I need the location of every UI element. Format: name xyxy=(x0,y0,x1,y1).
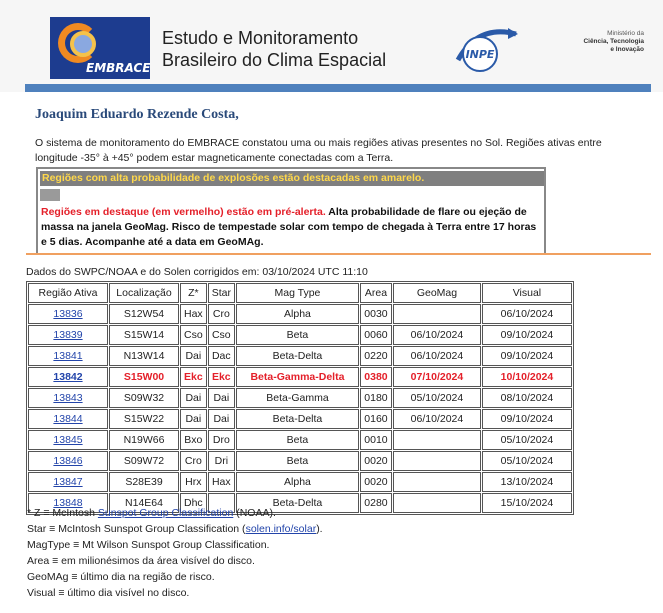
table-cell: S15W00 xyxy=(109,367,179,387)
alert-yellow-text: Regiões com alta probabilidade de explosões estão destacadas em amarelo. xyxy=(40,171,544,186)
table-cell: Hrx xyxy=(180,472,207,492)
table-cell: 09/10/2024 xyxy=(482,409,572,429)
table-cell: N19W66 xyxy=(109,430,179,450)
table-cell: Hax xyxy=(180,304,207,324)
table-cell: N13W14 xyxy=(109,346,179,366)
table-cell: S12W54 xyxy=(109,304,179,324)
ministry-line1: Ministério da xyxy=(607,30,644,37)
table-cell: S09W72 xyxy=(109,451,179,471)
table-cell: 0060 xyxy=(360,325,392,345)
table-cell: Dhc xyxy=(180,493,207,513)
table-cell: S28E39 xyxy=(109,472,179,492)
table-cell: 0280 xyxy=(360,493,392,513)
table-cell: Dac xyxy=(208,346,235,366)
table-row xyxy=(28,451,572,471)
table-cell xyxy=(393,430,481,450)
table-cell: Cro xyxy=(180,451,207,471)
inpe-logo-text: INPE xyxy=(465,48,495,61)
embrace-logo-text: EMBRACE xyxy=(86,61,150,75)
table-cell: Ekc xyxy=(208,367,235,387)
table-cell: S15W22 xyxy=(109,409,179,429)
col-header: GeoMag xyxy=(393,283,481,303)
table-cell: S09W32 xyxy=(109,388,179,408)
table-cell: 05/10/2024 xyxy=(482,451,572,471)
col-header: Star xyxy=(208,283,235,303)
region-cell xyxy=(28,409,108,429)
table-cell: 0220 xyxy=(360,346,392,366)
table-cell: 0030 xyxy=(360,304,392,324)
col-header: Visual xyxy=(482,283,572,303)
table-cell: Cro xyxy=(208,304,235,324)
table-row xyxy=(28,346,572,366)
table-row xyxy=(28,430,572,450)
table-cell: 09/10/2024 xyxy=(482,325,572,345)
table-cell: 06/10/2024 xyxy=(393,409,481,429)
table-cell: Beta-Gamma-Delta xyxy=(236,367,359,387)
page-header xyxy=(0,0,663,92)
table-cell: Beta-Delta xyxy=(236,346,359,366)
table-cell: Ekc xyxy=(180,367,207,387)
table-cell xyxy=(393,472,481,492)
table-cell: Dai xyxy=(208,388,235,408)
table-cell: 05/10/2024 xyxy=(482,430,572,450)
alert-gray-swatch xyxy=(40,189,60,201)
table-cell: Dai xyxy=(208,409,235,429)
table-cell: 0010 xyxy=(360,430,392,450)
table-cell: Dai xyxy=(180,409,207,429)
note-visual: Visual ≡ último dia visível no disco. xyxy=(27,587,190,599)
table-cell xyxy=(393,451,481,471)
table-cell: 09/10/2024 xyxy=(482,346,572,366)
region-link[interactable]: 13846 xyxy=(53,455,83,467)
ministry-line2: Ciência, Tecnologia xyxy=(583,38,644,45)
col-header: Mag Type xyxy=(236,283,359,303)
site-title xyxy=(162,27,386,71)
table-cell: Beta xyxy=(236,430,359,450)
table-cell: 10/10/2024 xyxy=(482,367,572,387)
ministry-line3: e Inovação xyxy=(610,46,644,53)
table-cell: Alpha xyxy=(236,304,359,324)
table-row xyxy=(28,304,572,324)
sunspot-classification-link[interactable]: Sunspot Group Classification xyxy=(97,507,234,519)
data-source-text: Dados do SWPC/NOAA e do Solen corrigidos em: 03/10/2024 UTC 11:10 xyxy=(26,266,368,278)
logo-sun-icon xyxy=(70,31,96,57)
table-cell xyxy=(393,493,481,513)
table-cell: 07/10/2024 xyxy=(393,367,481,387)
table-cell: Beta-Delta xyxy=(236,493,359,513)
ministry-label xyxy=(583,30,644,54)
table-cell: 06/10/2024 xyxy=(393,346,481,366)
table-row xyxy=(28,472,572,492)
table-cell: Cso xyxy=(180,325,207,345)
alert-detail-text: Alta probabilidade de flare ou ejeção de massa na janela GeoMag. Risco de tempestade solar com tempo de chegada à Terra entre 17 horas e 5 dias. Acompanhe até a data em GeoMAg. xyxy=(41,206,537,248)
table-cell: N14E64 xyxy=(109,493,179,513)
table-row xyxy=(28,409,572,429)
table-cell: Alpha xyxy=(236,472,359,492)
table-cell: 0180 xyxy=(360,388,392,408)
col-header: Localização xyxy=(109,283,179,303)
col-header: Região Ativa xyxy=(28,283,108,303)
section-divider xyxy=(26,253,651,255)
table-cell: Bxo xyxy=(180,430,207,450)
region-cell xyxy=(28,304,108,324)
table-cell: 15/10/2024 xyxy=(482,493,572,513)
table-cell: 0020 xyxy=(360,451,392,471)
region-link[interactable]: 13842 xyxy=(53,371,83,383)
region-cell xyxy=(28,472,108,492)
alert-red-text: Regiões em destaque (em vermelho) estão em pré-alerta. xyxy=(41,206,326,218)
region-link[interactable]: 13836 xyxy=(53,308,83,320)
table-cell: Beta-Gamma xyxy=(236,388,359,408)
region-cell xyxy=(28,325,108,345)
region-cell xyxy=(28,346,108,366)
table-cell: 05/10/2024 xyxy=(393,388,481,408)
region-link[interactable]: 13847 xyxy=(53,476,83,488)
alert-prealert-text xyxy=(40,205,542,250)
table-cell: Dro xyxy=(208,430,235,450)
embrace-logo[interactable] xyxy=(50,17,150,79)
solen-link[interactable]: solen.info/solar xyxy=(245,523,317,535)
active-regions-table xyxy=(26,281,574,515)
region-link[interactable]: 13839 xyxy=(53,329,83,341)
intro-text: O sistema de monitoramento do EMBRACE constatou uma ou mais regiões ativas presentes no Sol. Regiões ativas entre longitude -35° à +45° podem estar magneticamente conectadas com a Terra. xyxy=(35,137,602,164)
note-area: Area ≡ em milionésimos da área visível do disco. xyxy=(27,555,255,567)
table-cell xyxy=(393,304,481,324)
table-cell: 0160 xyxy=(360,409,392,429)
table-cell: 0380 xyxy=(360,367,392,387)
col-header: Area xyxy=(360,283,392,303)
table-cell: 06/10/2024 xyxy=(393,325,481,345)
legend-notes xyxy=(27,505,323,601)
table-row xyxy=(28,325,572,345)
col-header: Z* xyxy=(180,283,207,303)
table-cell: Beta-Delta xyxy=(236,409,359,429)
table-cell: 08/10/2024 xyxy=(482,388,572,408)
table-cell: Beta xyxy=(236,325,359,345)
region-cell xyxy=(28,451,108,471)
header-divider xyxy=(25,84,651,92)
table-cell: 13/10/2024 xyxy=(482,472,572,492)
region-link[interactable]: 13844 xyxy=(53,413,83,425)
region-link[interactable]: 13845 xyxy=(53,434,83,446)
note-geomag: GeoMAg ≡ último dia na região de risco. xyxy=(27,571,215,583)
table-cell: Hax xyxy=(208,472,235,492)
region-link[interactable]: 13848 xyxy=(53,497,83,509)
table-row xyxy=(28,388,572,408)
greeting: Joaquim Eduardo Rezende Costa, xyxy=(35,107,239,122)
table-cell: S15W14 xyxy=(109,325,179,345)
table-cell: 0020 xyxy=(360,472,392,492)
region-cell xyxy=(28,367,108,387)
table-cell: Dai xyxy=(180,388,207,408)
table-row-prealert xyxy=(28,367,572,387)
note-z: * Z ≡ McIntosh Sunspot Group Classification (NOAA). xyxy=(27,507,276,519)
table-cell: Beta xyxy=(236,451,359,471)
inpe-logo[interactable] xyxy=(450,22,520,78)
region-cell xyxy=(28,430,108,450)
table-cell: Cso xyxy=(208,325,235,345)
note-star: Star ≡ McIntosh Sunspot Group Classification (solen.info/solar). xyxy=(27,523,323,535)
site-title-line1: Estudo e Monitoramento xyxy=(162,28,359,48)
alert-box xyxy=(36,167,546,255)
table-cell: Dri xyxy=(208,451,235,471)
table-header-row xyxy=(28,283,572,303)
region-link[interactable]: 13841 xyxy=(53,350,83,362)
note-magtype: MagType ≡ Mt Wilson Sunspot Group Classification. xyxy=(27,539,270,551)
region-cell xyxy=(28,388,108,408)
table-cell: 06/10/2024 xyxy=(482,304,572,324)
site-title-line2: Brasileiro do Clima Espacial xyxy=(162,50,387,70)
region-link[interactable]: 13843 xyxy=(53,392,83,404)
table-cell: Dai xyxy=(180,346,207,366)
